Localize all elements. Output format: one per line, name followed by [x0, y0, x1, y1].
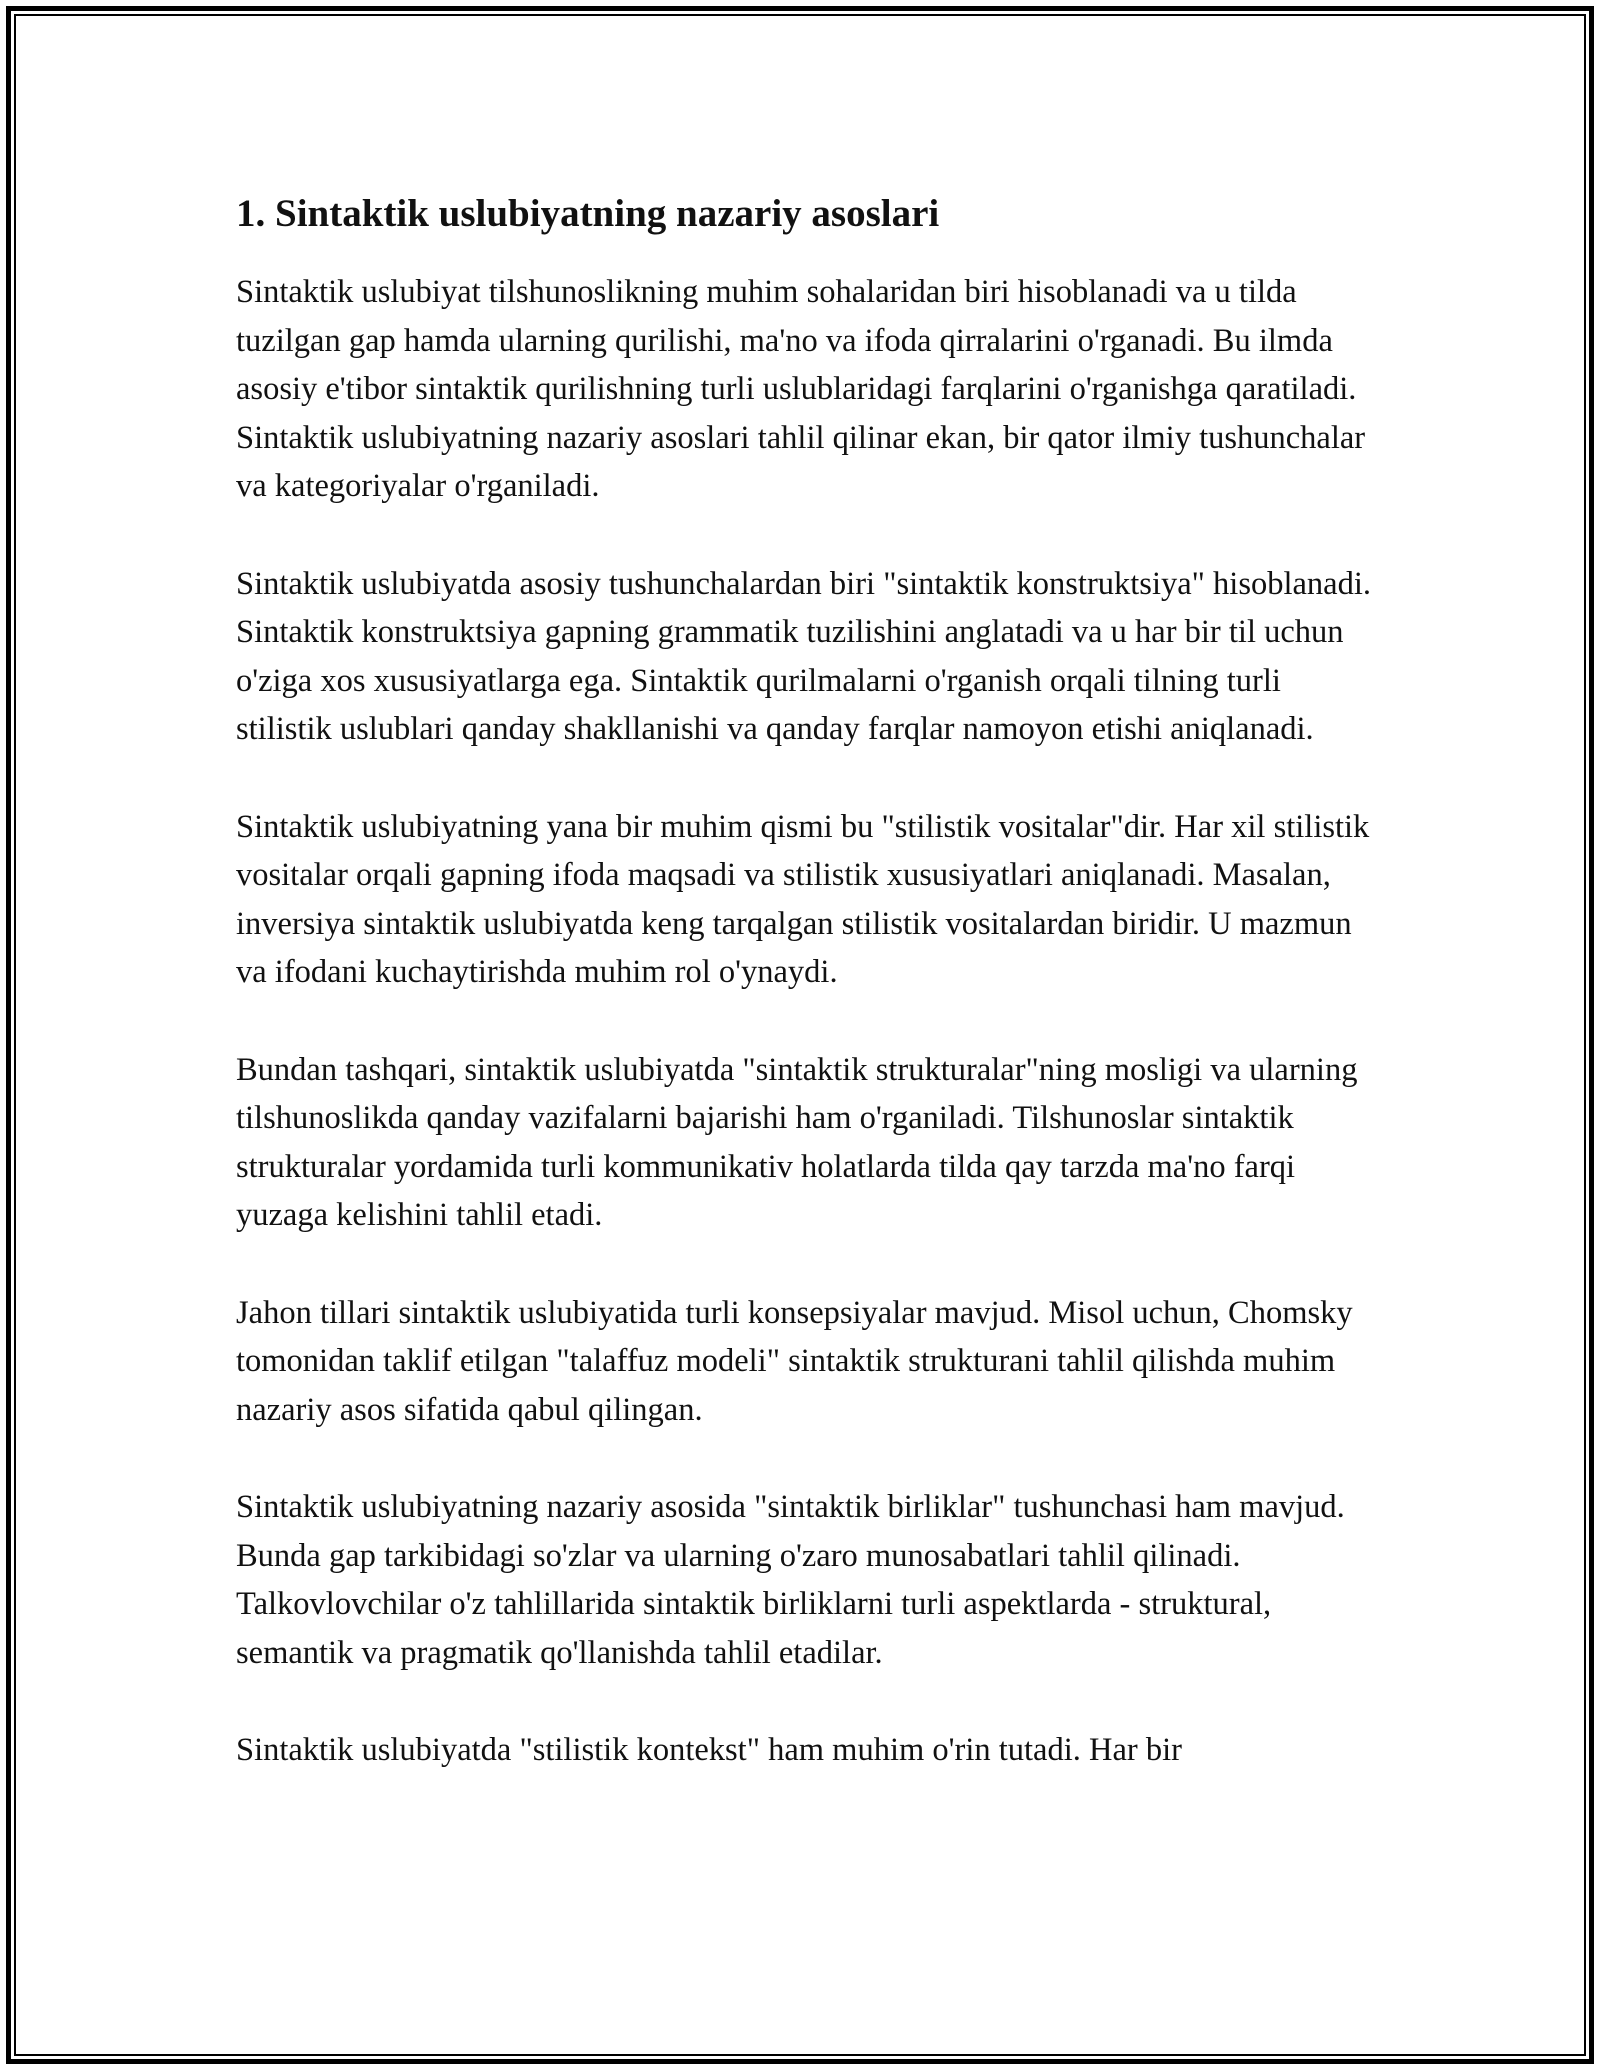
section-heading: 1. Sintaktik uslubiyatning nazariy asoslari: [236, 192, 940, 235]
paragraph-7: Sintaktik uslubiyatda "stilistik kontekst" ham muhim o'rin tutadi. Har bir: [236, 1732, 1182, 1768]
paragraph-6: Sintaktik uslubiyatning nazariy asosida "sintaktik birliklar" tushunchasi ham mavjud. Bunda gap tarkibidagi so'zlar va ularning o'zaro munosabatlari tahlil qilinadi. Talkovlovchilar o'z tahlillarida sintaktik birliklarni turli aspektlarda - struktural, semantik va pragmatik qo'llanishda tahlil etadilar.: [236, 1489, 1345, 1671]
document-body: [236, 188, 1376, 1824]
paragraph-1: Sintaktik uslubiyat tilshunoslikning muhim sohalaridan biri hisoblanadi va u tilda tuzilgan gap hamda ularning qurilishi, ma'no va ifoda qirralarini o'rganadi. Bu ilmda asosiy e'tibor sintaktik qurilishning turli uslublaridagi farqlarini o'rganishga qaratiladi. Sintaktik uslubiyatning nazariy asoslari tahlil qilinar ekan, bir qator ilmiy tushunchalar va kategoriyalar o'rganiladi.: [236, 274, 1366, 504]
paragraph-3: Sintaktik uslubiyatning yana bir muhim qismi bu "stilistik vositalar"dir. Har xil stilistik vositalar orqali gapning ifoda maqsadi va stilistik xususiyatlari aniqlanadi. Masalan, inversiya sintaktik uslubiyatda keng tarqalgan stilistik vositalardan biridir. U mazmun va ifodani kuchaytirishda muhim rol o'ynaydi.: [236, 808, 1370, 990]
paragraph-2: Sintaktik uslubiyatda asosiy tushunchalardan biri "sintaktik konstruktsiya" hisoblanadi. Sintaktik konstruktsiya gapning grammatik tuzilishini anglatadi va u har bir til uchun o'ziga xos xususiyatlarga ega. Sintaktik qurilmalarni o'rganish orqali tilning turli stilistik uslublari qanday shakllanishi va qanday farqlar namoyon etishi aniqlanadi.: [236, 565, 1372, 747]
paragraph-5: Jahon tillari sintaktik uslubiyatida turli konsepsiyalar mavjud. Misol uchun, Chomsky tomonidan taklif etilgan "talaffuz modeli" sintaktik strukturani tahlil qilishda muhim nazariy asos sifatida qabul qilingan.: [236, 1294, 1353, 1428]
paragraph-4: Bundan tashqari, sintaktik uslubiyatda "sintaktik strukturalar"ning mosligi va ularning tilshunoslikda qanday vazifalarni bajarishi ham o'rganiladi. Tilshunoslar sintaktik strukturalar yordamida turli kommunikativ holatlarda tilda qay tarzda ma'no farqi yuzaga kelishini tahlil etadi.: [236, 1051, 1358, 1233]
